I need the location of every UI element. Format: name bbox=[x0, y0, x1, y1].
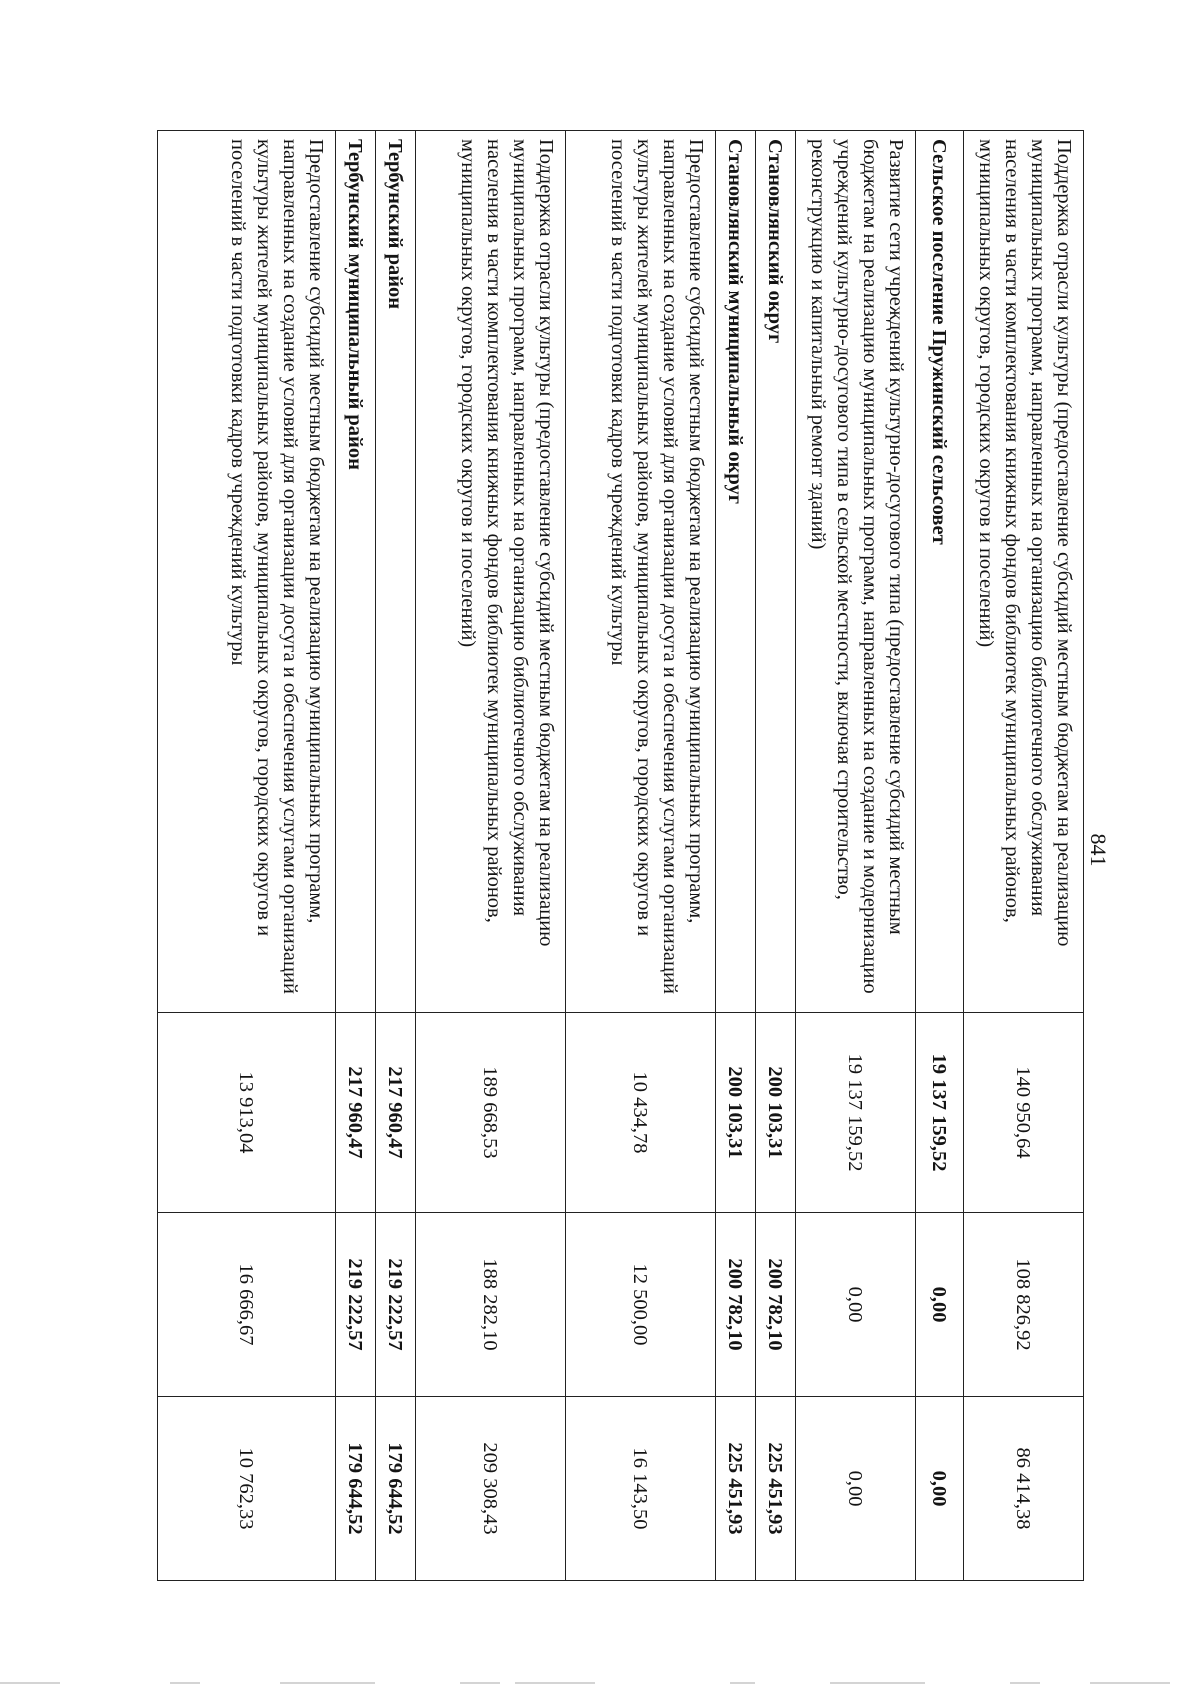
row-value-3: 0,00 bbox=[796, 1397, 916, 1581]
row-value-1: 200 103,31 bbox=[756, 1013, 796, 1213]
page-number: 841 bbox=[1086, 833, 1111, 867]
row-value-1: 140 950,64 bbox=[964, 1013, 1084, 1213]
row-description: Становлянский муниципальный округ bbox=[716, 131, 756, 1013]
row-value-3: 225 451,93 bbox=[716, 1397, 756, 1581]
row-description: Предоставление субсидий местным бюджетам на реализацию муниципальных программ, направленных на создание условий для организации досуга и обеспечения услугами организаций культуры жителей муниципальных районов, муниципальных округов, городских округов и поселений в части подготовки кадров учреждений культуры bbox=[566, 131, 716, 1013]
table-row bbox=[158, 131, 336, 1581]
row-value-1: 19 137 159,52 bbox=[796, 1013, 916, 1213]
row-value-1: 217 960,47 bbox=[376, 1013, 416, 1213]
row-value-2: 0,00 bbox=[796, 1213, 916, 1397]
row-value-1: 10 434,78 bbox=[566, 1013, 716, 1213]
row-value-2: 219 222,57 bbox=[336, 1213, 376, 1397]
row-value-2: 16 666,67 bbox=[158, 1213, 336, 1397]
row-value-1: 189 668,53 bbox=[416, 1013, 566, 1213]
table-row bbox=[416, 131, 566, 1581]
row-value-2: 12 500,00 bbox=[566, 1213, 716, 1397]
row-value-3: 0,00 bbox=[916, 1397, 964, 1581]
row-value-1: 200 103,31 bbox=[716, 1013, 756, 1213]
row-value-3: 179 644,52 bbox=[376, 1397, 416, 1581]
table-row bbox=[916, 131, 964, 1581]
table-row bbox=[566, 131, 716, 1581]
table-row bbox=[336, 131, 376, 1581]
budget-table-body bbox=[158, 131, 1084, 1581]
table-row bbox=[376, 131, 416, 1581]
row-description: Тербунский район bbox=[376, 131, 416, 1013]
table-row bbox=[756, 131, 796, 1581]
row-value-3: 16 143,50 bbox=[566, 1397, 716, 1581]
row-description: Тербунский муниципальный район bbox=[336, 131, 376, 1013]
row-value-2: 200 782,10 bbox=[716, 1213, 756, 1397]
row-value-3: 86 414,38 bbox=[964, 1397, 1084, 1581]
table-row bbox=[964, 131, 1084, 1581]
row-value-1: 19 137 159,52 bbox=[916, 1013, 964, 1213]
row-value-3: 10 762,33 bbox=[158, 1397, 336, 1581]
row-description: Становлянский округ bbox=[756, 131, 796, 1013]
row-value-2: 219 222,57 bbox=[376, 1213, 416, 1397]
row-value-2: 0,00 bbox=[916, 1213, 964, 1397]
row-value-3: 225 451,93 bbox=[756, 1397, 796, 1581]
scan-marks bbox=[0, 1682, 1200, 1686]
budget-table bbox=[157, 130, 1084, 1581]
row-description: Предоставление субсидий местным бюджетам на реализацию муниципальных программ, направленных на создание условий для организации досуга и обеспечения услугами организаций культуры жителей муниципальных районов, муниципальных округов, городских округов и поселений в части подготовки кадров учреждений культуры bbox=[158, 131, 336, 1013]
row-value-3: 179 644,52 bbox=[336, 1397, 376, 1581]
row-value-2: 188 282,10 bbox=[416, 1213, 566, 1397]
table-row bbox=[716, 131, 756, 1581]
table-row bbox=[796, 131, 916, 1581]
row-description: Сельское поселение Пружинский сельсовет bbox=[916, 131, 964, 1013]
row-description: Развитие сети учреждений культурно-досугового типа (предоставление субсидий местным бюджетам на реализацию муниципальных программ, направленных на создание и модернизацию учреждений культурно-досугового типа в сельской местности, включая строительство, реконструкцию и капитальный ремонт зданий) bbox=[796, 131, 916, 1013]
row-value-2: 108 826,92 bbox=[964, 1213, 1084, 1397]
row-value-1: 13 913,04 bbox=[158, 1013, 336, 1213]
rotated-page bbox=[124, 130, 1084, 1580]
row-description: Поддержка отрасли культуры (предоставление субсидий местным бюджетам на реализацию муниципальных программ, направленных на организацию библиотечного обслуживания населения в части комплектования книжных фондов библиотек муниципальных районов, муниципальных округов, городских округов и поселений) bbox=[964, 131, 1084, 1013]
row-value-3: 209 308,43 bbox=[416, 1397, 566, 1581]
row-description: Поддержка отрасли культуры (предоставление субсидий местным бюджетам на реализацию муниципальных программ, направленных на организацию библиотечного обслуживания населения в части комплектования книжных фондов библиотек муниципальных районов, муниципальных округов, городских округов и поселений) bbox=[416, 131, 566, 1013]
row-value-2: 200 782,10 bbox=[756, 1213, 796, 1397]
row-value-1: 217 960,47 bbox=[336, 1013, 376, 1213]
